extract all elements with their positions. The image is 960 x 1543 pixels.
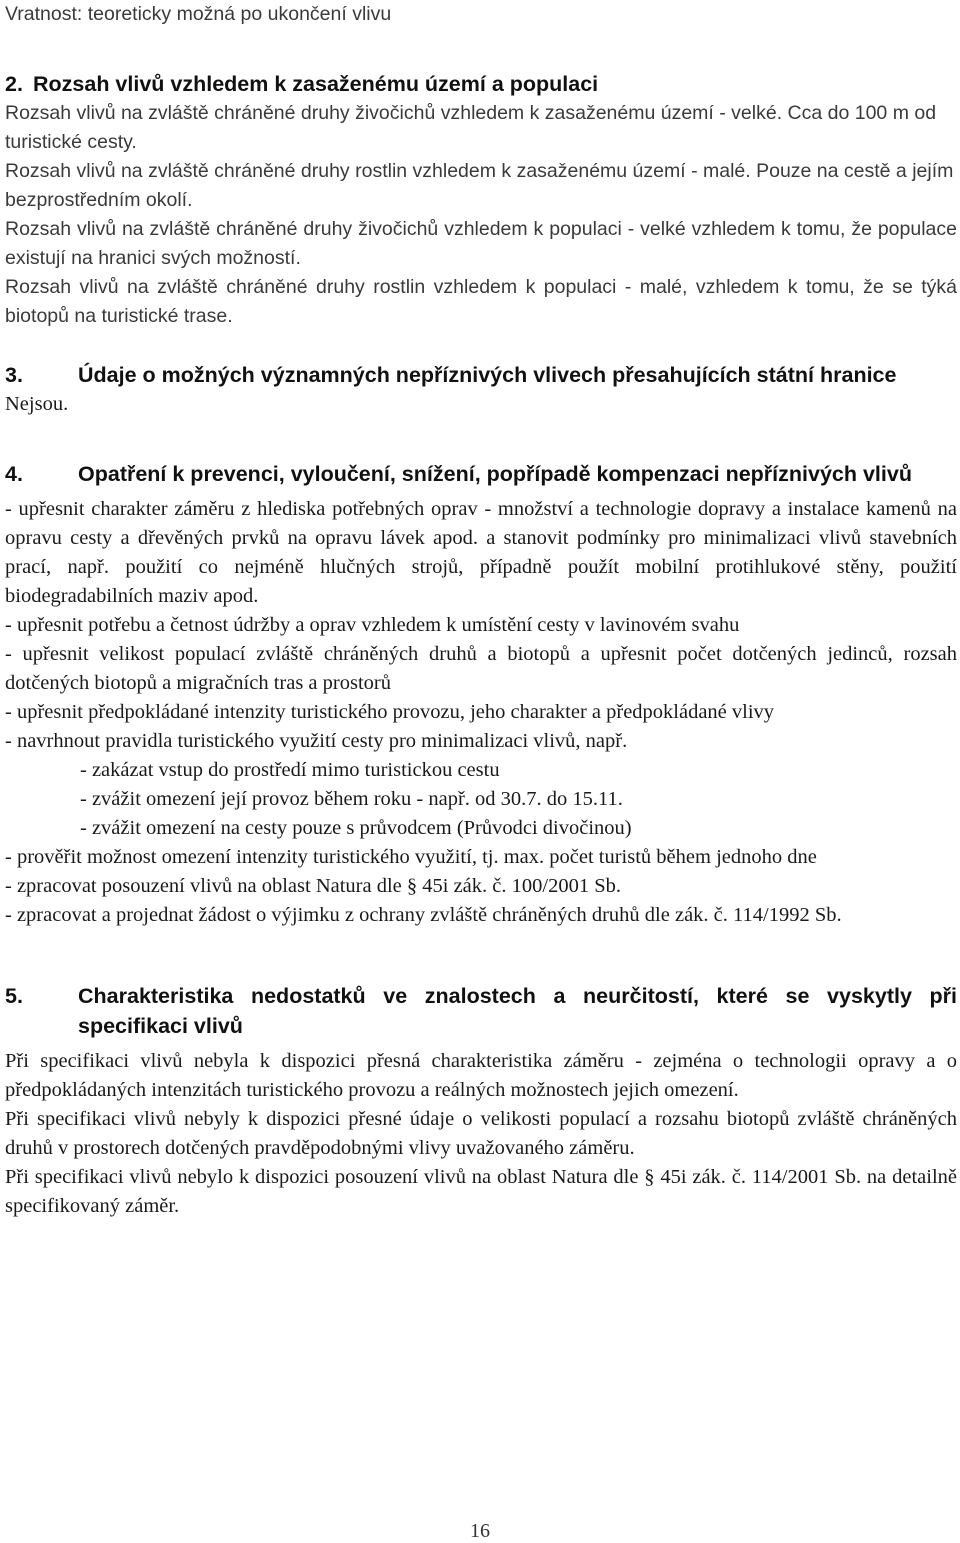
section-2-paragraph: Rozsah vlivů na zvláště chráněné druhy rostlin vzhledem k populaci - malé, vzhledem k tomu, že se týká biotopů na turistické trase. [5, 276, 957, 327]
section-3-title: Údaje o možných významných nepříznivých vlivech přesahujících státní hranice [78, 363, 897, 387]
section-3-heading [5, 360, 957, 390]
section-5-paragraph: Při specifikaci vlivů nebyly k dispozici přesné údaje o velikosti populací a rozsahu biotopů zvláště chráněných druhů v prostorech dotčených pravděpodobnými vlivy uvažovaného záměru. [5, 1108, 957, 1159]
section-4-title: Opatření k prevenci, vyloučení, snížení, popřípadě kompenzaci nepříznivých vlivů [78, 462, 912, 486]
section-2-paragraph: Rozsah vlivů na zvláště chráněné druhy rostlin vzhledem k zasaženému území - malé. Pouze na cestě a jejím bezprostředním okolí. [5, 160, 954, 211]
measure-item: - upřesnit charakter záměru z hlediska potřebných oprav - množství a technologie dopravy a instalace kamenů na opravu cesty a dřevěných prvků na opravu lávek apod. a stanovit podmínky pro minimalizaci vlivů stavebních prací, např. použití co nejméně hlučných strojů, případně použít mobilní protihlukové stěny, použití biodegradabilních maziv apod. [5, 498, 957, 607]
measure-subitem: - zvážit omezení na cesty pouze s průvodcem (Průvodci divočinou) [80, 817, 632, 839]
measure-item: - navrhnout pravidla turistického využití cesty pro minimalizaci vlivů, např. [5, 730, 628, 752]
measure-item: - zpracovat posouzení vlivů na oblast Natura dle § 45i zák. č. 100/2001 Sb. [5, 875, 621, 897]
section-3-text: Nejsou. [5, 393, 69, 415]
section-2-title: Rozsah vlivů vzhledem k zasaženému území a populaci [33, 72, 599, 96]
section-5-paragraph: Při specifikaci vlivů nebylo k dispozici posouzení vlivů na oblast Natura dle § 45i zák. č. 114/2001 Sb. na detailně specifikovaný záměr. [5, 1166, 957, 1217]
vratnost-line: Vratnost: teoreticky možná po ukončení vlivu [5, 3, 392, 25]
section-3-number: 3. [5, 363, 23, 387]
measure-item: - zpracovat a projednat žádost o výjimku z ochrany zvláště chráněných druhů dle zák. č. 114/1992 Sb. [5, 904, 842, 926]
section-2-heading [5, 69, 957, 99]
document-page [5, 0, 957, 1221]
section-2-paragraph: Rozsah vlivů na zvláště chráněné druhy živočichů vzhledem k populaci - velké vzhledem k tomu, že populace existují na hranici svých možností. [5, 218, 957, 269]
section-5-heading [5, 981, 957, 1041]
measure-item: - upřesnit potřebu a četnost údržby a oprav vzhledem k umístění cesty v lavinovém svahu [5, 614, 740, 636]
section-2-paragraph: Rozsah vlivů na zvláště chráněné druhy živočichů vzhledem k zasaženému území - velké. Cca do 100 m od turistické cesty. [5, 102, 937, 153]
section-5-paragraph: Při specifikaci vlivů nebyla k dispozici přesná charakteristika záměru - zejména o technologii opravy a o předpokládaných intenzitách turistického provozu a reálných možnostech jejich omezení. [5, 1050, 957, 1101]
measure-subitem: - zakázat vstup do prostředí mimo turistickou cestu [80, 759, 500, 781]
measure-item: - prověřit možnost omezení intenzity turistického využití, tj. max. počet turistů během jednoho dne [5, 846, 817, 868]
measure-subitem: - zvážit omezení její provoz během roku - např. od 30.7. do 15.11. [80, 788, 623, 810]
measure-item: - upřesnit předpokládané intenzity turistického provozu, jeho charakter a předpokládané vlivy [5, 701, 775, 723]
page-number: 16 [470, 1520, 490, 1542]
section-5-title: Charakteristika nedostatků ve znalostech a neurčitostí, které se vyskytly při specifikaci vlivů [78, 984, 957, 1038]
section-4-number: 4. [5, 462, 23, 486]
section-2-number: 2. [5, 72, 23, 96]
section-4-heading [5, 459, 957, 489]
measure-item: - upřesnit velikost populací zvláště chráněných druhů a biotopů a upřesnit počet dotčených jedinců, rozsah dotčených biotopů a migračních tras a prostorů [5, 643, 957, 694]
section-5-number: 5. [5, 984, 23, 1008]
